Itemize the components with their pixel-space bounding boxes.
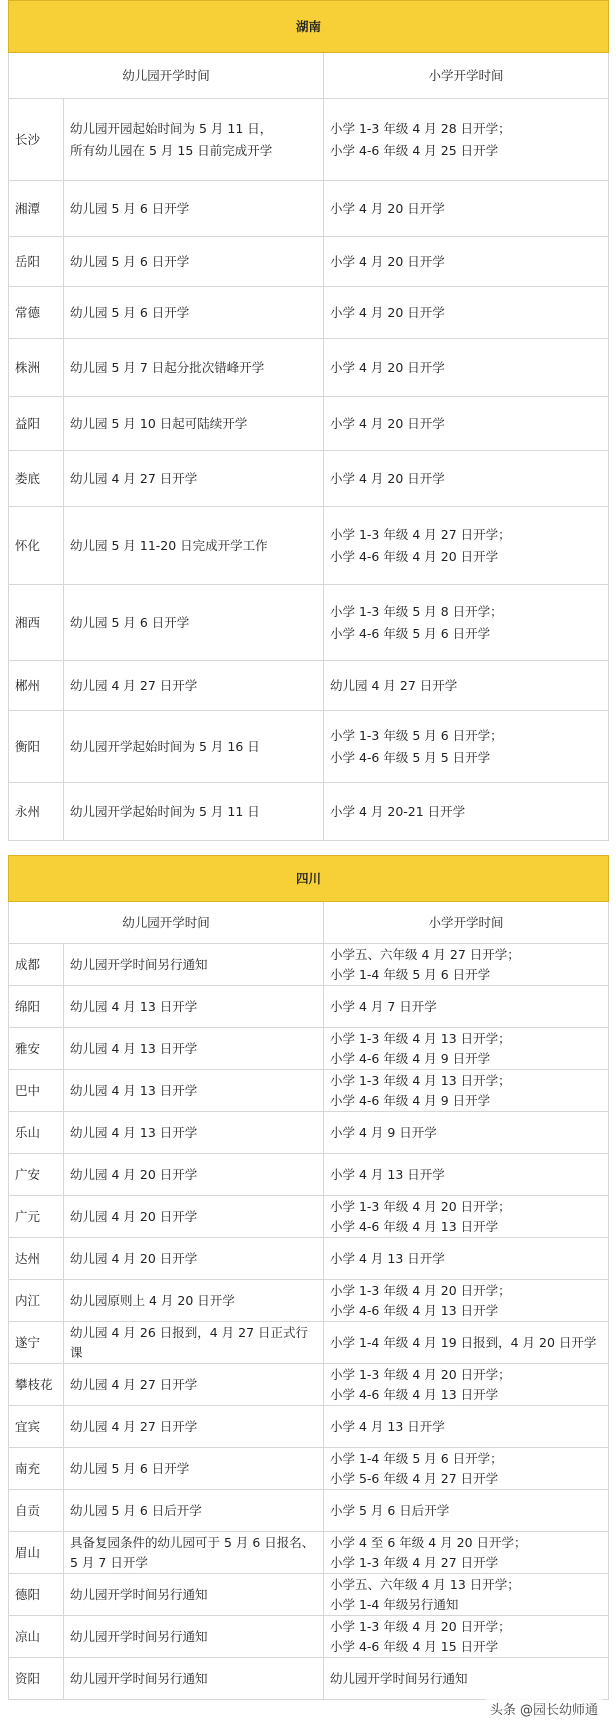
kindergarten-text: 幼儿园开学时间另行通知: [70, 1628, 208, 1644]
kindergarten-text: 幼儿园 5 月 10 日起可陆续开学: [70, 415, 248, 431]
primary-school-text: 小学 4 月 13 日开学: [330, 1250, 445, 1266]
primary-school-text: 小学 1-3 年级 4 月 27 日开学: [330, 1554, 499, 1570]
city-cell: 郴州: [9, 661, 64, 711]
kindergarten-text: 幼儿园 5 月 7 日起分批次错峰开学: [70, 359, 265, 375]
primary-school-cell: [324, 1658, 609, 1700]
kindergarten-cell: [64, 783, 324, 841]
table-row: [9, 1406, 609, 1448]
primary-school-cell: [324, 1154, 609, 1196]
kindergarten-text: 幼儿园 5 月 6 日开学: [70, 200, 190, 216]
primary-school-text: 小学 4 月 7 日开学: [330, 998, 437, 1014]
kindergarten-cell: [64, 1574, 324, 1616]
kindergarten-cell: [64, 237, 324, 287]
kindergarten-cell: [64, 99, 324, 181]
kindergarten-text: 幼儿园 4 月 27 日开学: [70, 470, 198, 486]
kindergarten-cell: [64, 585, 324, 661]
primary-school-cell: [324, 1238, 609, 1280]
table-row: [9, 339, 609, 397]
city-cell: 广元: [9, 1196, 64, 1238]
table-row: [9, 237, 609, 287]
city-cell: 德阳: [9, 1574, 64, 1616]
primary-school-text: 小学 4 月 20 日开学: [330, 359, 445, 375]
primary-school-header: 小学开学时间: [324, 902, 609, 944]
kindergarten-text: 幼儿园 5 月 11-20 日完成开学工作: [70, 537, 268, 553]
kindergarten-cell: [64, 507, 324, 585]
kindergarten-cell: [64, 1490, 324, 1532]
primary-school-cell: [324, 783, 609, 841]
table-row: [9, 944, 609, 986]
primary-school-text: 小学 5 月 6 日后开学: [330, 1502, 450, 1518]
table-row: [9, 1112, 609, 1154]
table-row: [9, 986, 609, 1028]
table-row: [9, 1238, 609, 1280]
primary-school-cell: [324, 1490, 609, 1532]
table-row: [9, 1196, 609, 1238]
kindergarten-cell: [64, 1658, 324, 1700]
primary-school-cell: [324, 397, 609, 451]
primary-school-text: 小学 4 至 6 年级 4 月 20 日开学；: [330, 1534, 527, 1550]
table-row: [9, 711, 609, 783]
table-row: [9, 181, 609, 237]
kindergarten-header: 幼儿园开学时间: [9, 53, 324, 99]
primary-school-cell: [324, 287, 609, 339]
primary-school-text: 小学 4 月 13 日开学: [330, 1418, 445, 1434]
table-row: [9, 1490, 609, 1532]
kindergarten-cell: [64, 711, 324, 783]
kindergarten-text: 幼儿园 4 月 27 日开学: [70, 1418, 198, 1434]
table-row: [9, 507, 609, 585]
kindergarten-cell: [64, 944, 324, 986]
city-cell: 广安: [9, 1154, 64, 1196]
city-cell: 达州: [9, 1238, 64, 1280]
primary-school-text: 小学 4 月 20 日开学: [330, 470, 445, 486]
kindergarten-text: 幼儿园 4 月 20 日开学: [70, 1250, 198, 1266]
primary-school-text: 幼儿园开学时间另行通知: [330, 1670, 468, 1686]
primary-school-cell: [324, 237, 609, 287]
primary-school-text: 小学 5-6 年级 4 月 27 日开学: [330, 1470, 499, 1486]
primary-school-text: 小学 1-3 年级 4 月 20 日开学；: [330, 1198, 511, 1214]
city-cell: 湘潭: [9, 181, 64, 237]
primary-school-text: 小学 4-6 年级 4 月 9 日开学: [330, 1092, 491, 1108]
kindergarten-text: 幼儿园 5 月 6 日开学: [70, 304, 190, 320]
sichuan-table: [8, 855, 609, 1700]
city-cell: 成都: [9, 944, 64, 986]
kindergarten-text: 幼儿园开学时间另行通知: [70, 956, 208, 972]
kindergarten-text: 具备复园条件的幼儿园可于 5 月 6 日报名、: [70, 1534, 315, 1550]
primary-school-cell: [324, 1532, 609, 1574]
primary-school-cell: [324, 1280, 609, 1322]
table-row: [9, 1448, 609, 1490]
kindergarten-text: 幼儿园 5 月 6 日开学: [70, 253, 190, 269]
kindergarten-cell: [64, 661, 324, 711]
kindergarten-cell: [64, 1280, 324, 1322]
primary-school-cell: [324, 507, 609, 585]
primary-school-text: 小学 1-3 年级 4 月 28 日开学；: [330, 120, 511, 136]
primary-school-text: 小学 4-6 年级 5 月 5 日开学: [330, 749, 491, 765]
primary-school-text: 小学 4 月 20 日开学: [330, 200, 445, 216]
primary-school-text: 小学 1-3 年级 4 月 27 日开学；: [330, 526, 511, 542]
primary-school-text: 小学 1-3 年级 4 月 13 日开学；: [330, 1030, 511, 1046]
city-cell: 南充: [9, 1448, 64, 1490]
primary-school-text: 小学 1-3 年级 4 月 20 日开学；: [330, 1282, 511, 1298]
kindergarten-cell: [64, 1448, 324, 1490]
primary-school-cell: [324, 181, 609, 237]
kindergarten-cell: [64, 1532, 324, 1574]
kindergarten-text: 幼儿园 4 月 26 日报到，4 月 27 日正式行课: [70, 1324, 309, 1360]
primary-school-text: 小学 1-3 年级 5 月 8 日开学；: [330, 603, 503, 619]
city-cell: 乐山: [9, 1112, 64, 1154]
kindergarten-cell: [64, 986, 324, 1028]
city-cell: 巴中: [9, 1070, 64, 1112]
primary-school-text: 小学 4 月 20-21 日开学: [330, 803, 466, 819]
primary-school-cell: [324, 1322, 609, 1364]
city-cell: 株洲: [9, 339, 64, 397]
kindergarten-text: 幼儿园 5 月 6 日后开学: [70, 1502, 202, 1518]
city-cell: 内江: [9, 1280, 64, 1322]
table-row: [9, 99, 609, 181]
kindergarten-text: 幼儿园 5 月 6 日开学: [70, 614, 190, 630]
primary-school-text: 小学 1-3 年级 4 月 20 日开学；: [330, 1366, 511, 1382]
kindergarten-text: 幼儿园 4 月 13 日开学: [70, 1124, 198, 1140]
primary-school-cell: [324, 711, 609, 783]
primary-school-cell: [324, 1448, 609, 1490]
city-cell: 绵阳: [9, 986, 64, 1028]
kindergarten-text: 幼儿园原则上 4 月 20 日开学: [70, 1292, 235, 1308]
primary-school-text: 小学 1-4 年级 5 月 6 日开学: [330, 966, 491, 982]
primary-school-text: 小学 4-6 年级 4 月 9 日开学: [330, 1050, 491, 1066]
city-cell: 资阳: [9, 1658, 64, 1700]
primary-school-text: 小学 4 月 13 日开学: [330, 1166, 445, 1182]
kindergarten-cell: [64, 1406, 324, 1448]
primary-school-text: 小学 4-6 年级 4 月 13 日开学: [330, 1302, 499, 1318]
primary-school-text: 幼儿园 4 月 27 日开学: [330, 677, 458, 693]
city-cell: 遂宁: [9, 1322, 64, 1364]
city-cell: 娄底: [9, 451, 64, 507]
city-cell: 攀枝花: [9, 1364, 64, 1406]
kindergarten-cell: [64, 181, 324, 237]
kindergarten-cell: [64, 1238, 324, 1280]
primary-school-cell: [324, 1616, 609, 1658]
watermark: 头条 @园长幼师通: [486, 1698, 602, 1719]
primary-school-cell: [324, 986, 609, 1028]
primary-school-cell: [324, 1196, 609, 1238]
kindergarten-header: 幼儿园开学时间: [9, 902, 324, 944]
kindergarten-text: 幼儿园开学起始时间为 5 月 11 日: [70, 803, 260, 819]
kindergarten-text: 幼儿园开学时间另行通知: [70, 1670, 208, 1686]
primary-school-cell: [324, 339, 609, 397]
primary-school-text: 小学 4 月 20 日开学: [330, 304, 445, 320]
primary-school-text: 小学 1-3 年级 4 月 13 日开学；: [330, 1072, 511, 1088]
table-row: [9, 1154, 609, 1196]
primary-school-cell: [324, 585, 609, 661]
table-row: [9, 1364, 609, 1406]
table-row: [9, 1616, 609, 1658]
kindergarten-cell: [64, 1616, 324, 1658]
primary-school-text: 小学 4 月 20 日开学: [330, 415, 445, 431]
primary-school-text: 小学 4 月 9 日开学: [330, 1124, 437, 1140]
table-row: [9, 783, 609, 841]
table-row: [9, 1574, 609, 1616]
province-title: 湖南: [9, 1, 609, 53]
table-row: [9, 1280, 609, 1322]
kindergarten-cell: [64, 1154, 324, 1196]
table-row: [9, 1322, 609, 1364]
kindergarten-cell: [64, 1070, 324, 1112]
kindergarten-cell: [64, 1322, 324, 1364]
primary-school-text: 小学 4-6 年级 5 月 6 日开学: [330, 625, 491, 641]
kindergarten-cell: [64, 451, 324, 507]
primary-school-cell: [324, 661, 609, 711]
table-row: [9, 1070, 609, 1112]
primary-school-cell: [324, 1364, 609, 1406]
city-cell: 永州: [9, 783, 64, 841]
kindergarten-cell: [64, 1364, 324, 1406]
primary-school-cell: [324, 1028, 609, 1070]
primary-school-text: 小学 1-4 年级另行通知: [330, 1596, 459, 1612]
table-row: [9, 397, 609, 451]
province-title: 四川: [9, 856, 609, 902]
primary-school-cell: [324, 99, 609, 181]
primary-school-cell: [324, 1112, 609, 1154]
kindergarten-cell: [64, 339, 324, 397]
table-row: [9, 1028, 609, 1070]
city-cell: 怀化: [9, 507, 64, 585]
primary-school-text: 小学 1-4 年级 4 月 19 日报到，4 月 20 日开学: [330, 1334, 597, 1350]
city-cell: 宜宾: [9, 1406, 64, 1448]
primary-school-cell: [324, 1406, 609, 1448]
primary-school-cell: [324, 1070, 609, 1112]
primary-school-text: 小学五、六年级 4 月 27 日开学；: [330, 946, 520, 962]
city-cell: 湘西: [9, 585, 64, 661]
city-cell: 益阳: [9, 397, 64, 451]
kindergarten-text: 幼儿园开学时间另行通知: [70, 1586, 208, 1602]
primary-school-text: 小学 4-6 年级 4 月 13 日开学: [330, 1386, 499, 1402]
primary-school-text: 小学 4 月 20 日开学: [330, 253, 445, 269]
hunan-table: [8, 0, 609, 841]
city-cell: 凉山: [9, 1616, 64, 1658]
primary-school-text: 小学 1-4 年级 5 月 6 日开学；: [330, 1450, 503, 1466]
primary-school-text: 小学 4-6 年级 4 月 20 日开学: [330, 548, 499, 564]
kindergarten-cell: [64, 1196, 324, 1238]
kindergarten-cell: [64, 397, 324, 451]
city-cell: 长沙: [9, 99, 64, 181]
kindergarten-text: 幼儿园开学起始时间为 5 月 16 日: [70, 738, 260, 754]
table-row: [9, 287, 609, 339]
kindergarten-text: 幼儿园 4 月 13 日开学: [70, 1082, 198, 1098]
kindergarten-text: 幼儿园 4 月 20 日开学: [70, 1166, 198, 1182]
primary-school-text: 小学 1-3 年级 5 月 6 日开学；: [330, 727, 503, 743]
city-cell: 眉山: [9, 1532, 64, 1574]
kindergarten-text: 幼儿园 4 月 13 日开学: [70, 998, 198, 1014]
table-row: [9, 1658, 609, 1700]
kindergarten-text: 幼儿园 4 月 27 日开学: [70, 1376, 198, 1392]
primary-school-text: 小学 4-6 年级 4 月 15 日开学: [330, 1638, 499, 1654]
primary-school-text: 小学 4-6 年级 4 月 25 日开学: [330, 142, 499, 158]
kindergarten-text: 幼儿园 5 月 6 日开学: [70, 1460, 190, 1476]
city-cell: 岳阳: [9, 237, 64, 287]
table-row: [9, 661, 609, 711]
table-row: [9, 451, 609, 507]
kindergarten-text: 幼儿园 4 月 27 日开学: [70, 677, 198, 693]
table-row: [9, 585, 609, 661]
kindergarten-text: 幼儿园 4 月 13 日开学: [70, 1040, 198, 1056]
primary-school-cell: [324, 451, 609, 507]
primary-school-cell: [324, 1574, 609, 1616]
primary-school-text: 小学 1-3 年级 4 月 20 日开学；: [330, 1618, 511, 1634]
city-cell: 衡阳: [9, 711, 64, 783]
kindergarten-cell: [64, 1112, 324, 1154]
kindergarten-text: 幼儿园 4 月 20 日开学: [70, 1208, 198, 1224]
primary-school-header: 小学开学时间: [324, 53, 609, 99]
kindergarten-cell: [64, 287, 324, 339]
city-cell: 自贡: [9, 1490, 64, 1532]
kindergarten-text: 幼儿园开园起始时间为 5 月 11 日，: [70, 120, 273, 136]
kindergarten-text: 5 月 7 日开学: [70, 1554, 148, 1570]
kindergarten-cell: [64, 1028, 324, 1070]
table-row: [9, 1532, 609, 1574]
primary-school-text: 小学五、六年级 4 月 13 日开学；: [330, 1576, 520, 1592]
primary-school-text: 小学 4-6 年级 4 月 13 日开学: [330, 1218, 499, 1234]
city-cell: 常德: [9, 287, 64, 339]
city-cell: 雅安: [9, 1028, 64, 1070]
kindergarten-text: 所有幼儿园在 5 月 15 日前完成开学: [70, 142, 273, 158]
primary-school-cell: [324, 944, 609, 986]
